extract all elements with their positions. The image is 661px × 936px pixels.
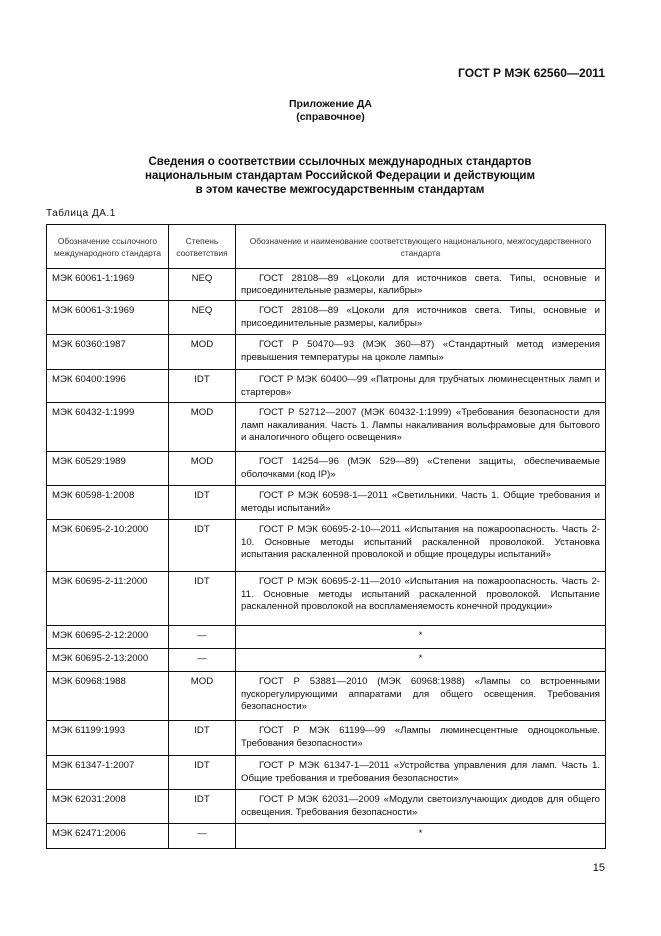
national-standard-cell: *	[236, 649, 606, 672]
degree-cell: MOD	[169, 672, 236, 721]
national-standard-cell: ГОСТ Р 53881—2010 (МЭК 60968:1988) «Лампы со встроенными пускорегулирующими аппаратами для общего освещения. Требования безопасности»	[236, 672, 606, 721]
document-code: ГОСТ Р МЭК 62560—2011	[458, 66, 605, 80]
degree-cell: MOD	[169, 335, 236, 370]
table-row	[47, 452, 606, 486]
table-row	[47, 672, 606, 721]
reference-cell: МЭК 61199:1993	[47, 721, 169, 756]
national-standard-cell: ГОСТ Р МЭК 60400—99 «Патроны для трубчатых люминесцентных ламп и стартеров»	[236, 370, 606, 403]
table-row	[47, 721, 606, 756]
reference-cell: МЭК 60598-1:2008	[47, 486, 169, 520]
national-standard-cell: ГОСТ Р МЭК 60598-1—2011 «Светильники. Часть 1. Общие требования и методы испытаний»	[236, 486, 606, 520]
reference-cell: МЭК 60695-2-12:2000	[47, 626, 169, 649]
table-row	[47, 790, 606, 824]
correspondence-table	[46, 224, 606, 849]
degree-cell: —	[169, 824, 236, 849]
national-standard-cell: ГОСТ Р МЭК 60695-2-11—2010 «Испытания на пожароопасность. Часть 2-11. Основные методы испытаний раскаленной проволокой. Испытание раскаленной проволокой на воспламеняемость конечной продукции»	[236, 572, 606, 626]
section-title	[60, 155, 620, 197]
annex-subtitle: (справочное)	[296, 111, 365, 123]
header-degree: Степень соответствия	[169, 225, 236, 269]
national-standard-cell: ГОСТ Р МЭК 60695-2-10—2011 «Испытания на пожароопасность. Часть 2-10. Основные методы испытаний раскаленной проволокой. Установка испытания раскаленной проволокой и общие процедуры испытаний»	[236, 520, 606, 572]
degree-cell: —	[169, 649, 236, 672]
table-row	[47, 335, 606, 370]
reference-cell: МЭК 60432-1:1999	[47, 403, 169, 452]
degree-cell: IDT	[169, 721, 236, 756]
national-standard-cell: ГОСТ Р МЭК 61199—99 «Лампы люминесцентные одноцокольные. Требования безопасности»	[236, 721, 606, 756]
degree-cell: MOD	[169, 452, 236, 486]
table-row	[47, 626, 606, 649]
national-standard-cell: ГОСТ Р 52712—2007 (МЭК 60432-1:1999) «Требования безопасности для ламп накаливания. Часть 1. Лампы накаливания вольфрамовые для бытового и аналогичного общего освещения»	[236, 403, 606, 452]
degree-cell: IDT	[169, 756, 236, 790]
reference-cell: МЭК 60695-2-13:2000	[47, 649, 169, 672]
table-caption: Таблица ДА.1	[46, 208, 116, 219]
table-row	[47, 572, 606, 626]
national-standard-cell: ГОСТ 28108—89 «Цоколи для источников света. Типы, основные и присоединительные размеры, калибры»	[236, 269, 606, 301]
degree-cell: NEQ	[169, 269, 236, 301]
reference-cell: МЭК 60061-3:1969	[47, 301, 169, 335]
annex-heading	[0, 98, 661, 124]
reference-cell: МЭК 61347-1:2007	[47, 756, 169, 790]
degree-cell: IDT	[169, 790, 236, 824]
national-standard-cell: ГОСТ 28108—89 «Цоколи для источников света. Типы, основные и присоединительные размеры, калибры»	[236, 301, 606, 335]
table-row	[47, 756, 606, 790]
reference-cell: МЭК 60400:1996	[47, 370, 169, 403]
title-line: в этом качестве межгосударственным стандартам	[195, 184, 485, 196]
national-standard-cell: ГОСТ Р МЭК 61347-1—2011 «Устройства управления для ламп. Часть 1. Общие требования и требования безопасности»	[236, 756, 606, 790]
reference-cell: МЭК 60061-1:1969	[47, 269, 169, 301]
degree-cell: NEQ	[169, 301, 236, 335]
degree-cell: IDT	[169, 520, 236, 572]
reference-cell: МЭК 60695-2-10:2000	[47, 520, 169, 572]
reference-cell: МЭК 60968:1988	[47, 672, 169, 721]
national-standard-cell: ГОСТ 14254—96 (МЭК 529—89) «Степени защиты, обеспечиваемые оболочками (код IP)»	[236, 452, 606, 486]
national-standard-cell: *	[236, 626, 606, 649]
header-national: Обозначение и наименование соответствующего национального, межгосударственного стандарта	[236, 225, 606, 269]
reference-cell: МЭК 62031:2008	[47, 790, 169, 824]
reference-cell: МЭК 62471:2006	[47, 824, 169, 849]
reference-cell: МЭК 60529:1989	[47, 452, 169, 486]
table-row	[47, 649, 606, 672]
degree-cell: IDT	[169, 486, 236, 520]
title-line: Сведения о соответствии ссылочных международных стандартов	[148, 156, 532, 168]
degree-cell: —	[169, 626, 236, 649]
reference-cell: МЭК 60360:1987	[47, 335, 169, 370]
table-row	[47, 269, 606, 301]
table-row	[47, 370, 606, 403]
degree-cell: MOD	[169, 403, 236, 452]
table-row	[47, 403, 606, 452]
reference-cell: МЭК 60695-2-11:2000	[47, 572, 169, 626]
page-number: 15	[592, 862, 605, 874]
header-reference: Обозначение ссылочного международного стандарта	[47, 225, 169, 269]
table-row	[47, 486, 606, 520]
national-standard-cell: *	[236, 824, 606, 849]
table-row	[47, 301, 606, 335]
degree-cell: IDT	[169, 370, 236, 403]
annex-title: Приложение ДА	[289, 98, 372, 110]
degree-cell: IDT	[169, 572, 236, 626]
table-row	[47, 824, 606, 849]
table-row	[47, 520, 606, 572]
national-standard-cell: ГОСТ Р МЭК 62031—2009 «Модули светоизлучающих диодов для общего освещения. Требования безопасности»	[236, 790, 606, 824]
national-standard-cell: ГОСТ Р 50470—93 (МЭК 360—87) «Стандартный метод измерения превышения температуры на цоколе лампы»	[236, 335, 606, 370]
title-line: национальным стандартам Российской Федерации и действующим	[145, 170, 535, 182]
table-header-row	[47, 225, 606, 269]
